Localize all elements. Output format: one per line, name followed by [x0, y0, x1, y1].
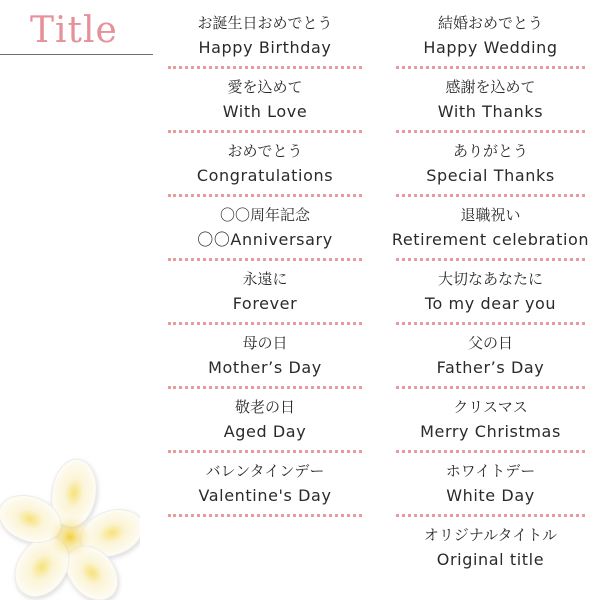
title-option-en: Father’s Day: [436, 358, 545, 377]
right-title-list: [388, 8, 593, 584]
title-option-to-my-dear-you[interactable]: [388, 264, 593, 328]
title-option-jp: ありがとう: [452, 142, 528, 160]
title-option-happy-wedding[interactable]: [388, 8, 593, 72]
title-option-with-love[interactable]: [160, 72, 370, 136]
title-option-jp: お誕生日おめでとう: [197, 14, 333, 32]
title-option-special-thanks[interactable]: [388, 136, 593, 200]
title-option-en: 〇〇Anniversary: [197, 230, 333, 249]
title-option-jp: オリジナルタイトル: [423, 526, 558, 544]
title-option-fathers-day[interactable]: [388, 328, 593, 392]
title-option-en: Special Thanks: [426, 166, 555, 185]
title-option-jp: 感謝を込めて: [445, 78, 536, 96]
dotted-divider: [396, 258, 585, 261]
title-option-en: With Thanks: [437, 102, 544, 121]
title-option-jp: 大切なあなたに: [437, 270, 543, 288]
plumeria-flower-icon: [0, 455, 140, 600]
title-option-forever[interactable]: [160, 264, 370, 328]
dotted-divider: [168, 450, 362, 453]
title-option-original-title[interactable]: [388, 520, 593, 584]
title-option-anniversary[interactable]: [160, 200, 370, 264]
dotted-divider: [396, 66, 585, 69]
dotted-divider: [168, 130, 362, 133]
title-option-en: Original title: [436, 550, 545, 569]
title-option-en: Congratulations: [196, 166, 334, 185]
title-option-jp: 退職祝い: [460, 206, 521, 224]
title-option-jp: 敬老の日: [234, 398, 295, 416]
dotted-divider: [168, 514, 362, 517]
dotted-divider: [396, 514, 585, 517]
dotted-divider: [396, 386, 585, 389]
title-option-jp: 永遠に: [242, 270, 288, 288]
dotted-divider: [168, 322, 362, 325]
title-option-en: With Love: [222, 102, 308, 121]
title-option-en: Happy Wedding: [423, 38, 558, 57]
title-divider: [0, 54, 153, 55]
title-option-jp: 〇〇周年記念: [219, 206, 310, 224]
title-option-jp: 父の日: [467, 334, 513, 352]
title-option-en: Mother’s Day: [208, 358, 322, 377]
dotted-divider: [396, 194, 585, 197]
title-option-mothers-day[interactable]: [160, 328, 370, 392]
title-option-jp: ホワイトデー: [445, 462, 536, 480]
title-option-jp: クリスマス: [453, 398, 528, 416]
title-option-en: To my dear you: [424, 294, 557, 313]
title-option-en: Aged Day: [223, 422, 307, 441]
dotted-divider: [168, 386, 362, 389]
title-option-white-day[interactable]: [388, 456, 593, 520]
left-title-list: [160, 8, 370, 520]
page-title: Title: [30, 10, 118, 51]
title-option-en: White Day: [446, 486, 535, 505]
dotted-divider: [168, 258, 362, 261]
title-option-jp: 結婚おめでとう: [437, 14, 543, 32]
title-option-en: Forever: [232, 294, 298, 313]
title-option-with-thanks[interactable]: [388, 72, 593, 136]
title-option-en: Happy Birthday: [198, 38, 332, 57]
title-option-jp: 愛を込めて: [227, 78, 303, 96]
title-option-en: Retirement celebration: [391, 230, 590, 249]
title-option-happy-birthday[interactable]: [160, 8, 370, 72]
title-option-aged-day[interactable]: [160, 392, 370, 456]
title-option-jp: バレンタインデー: [205, 462, 325, 480]
title-option-jp: 母の日: [242, 334, 288, 352]
dotted-divider: [168, 194, 362, 197]
title-option-valentines-day[interactable]: [160, 456, 370, 520]
dotted-divider: [396, 450, 585, 453]
title-option-en: Merry Christmas: [420, 422, 561, 441]
dotted-divider: [396, 130, 585, 133]
title-option-retirement[interactable]: [388, 200, 593, 264]
title-option-jp: おめでとう: [227, 142, 303, 160]
title-option-congratulations[interactable]: [160, 136, 370, 200]
title-option-en: Valentine's Day: [198, 486, 332, 505]
dotted-divider: [396, 322, 585, 325]
dotted-divider: [168, 66, 362, 69]
title-option-merry-christmas[interactable]: [388, 392, 593, 456]
